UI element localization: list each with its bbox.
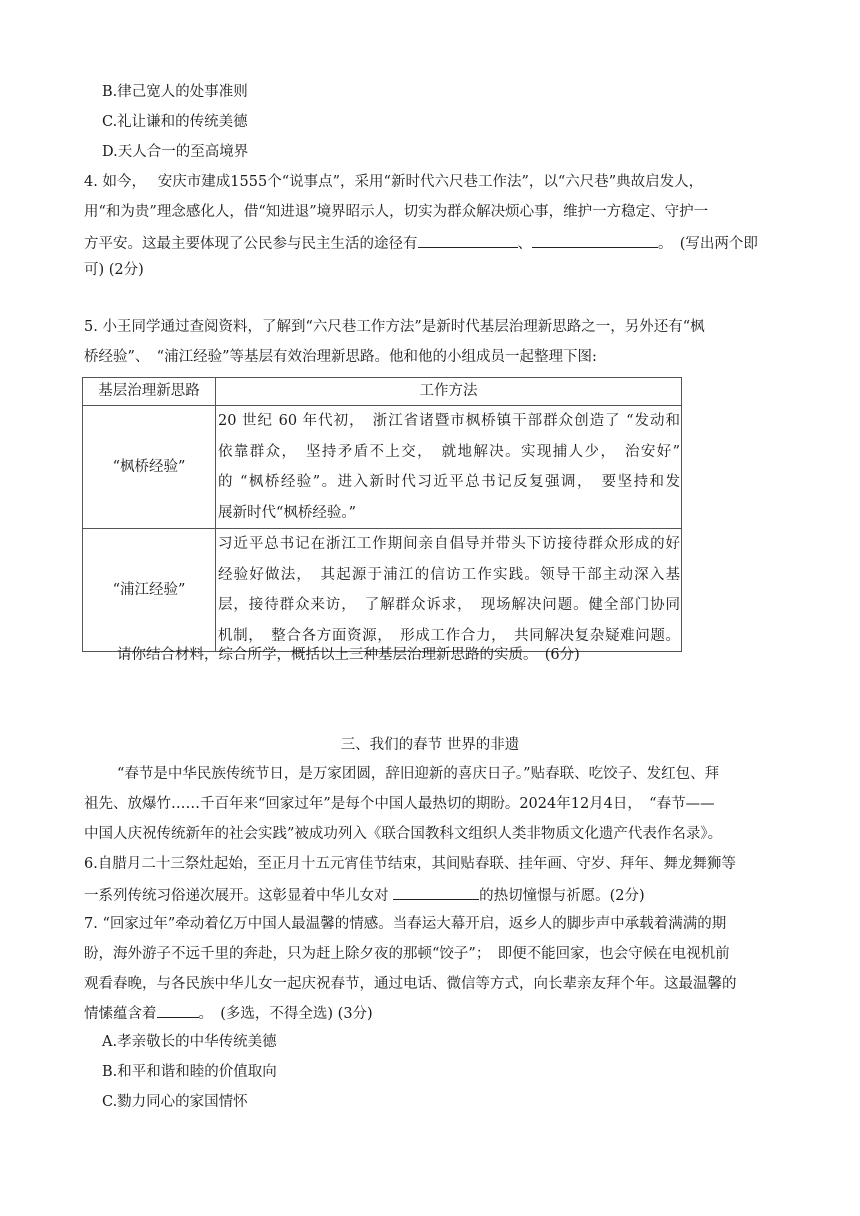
q7-line-2: 盼，海外游子不远千里的奔赴，只为赶上除夕夜的那顿“饺子”； 即便不能回家，也会守候在电视机前 (84, 946, 730, 962)
q7-line-4 (84, 1002, 373, 1024)
pujiang-line: 经验好做法， 其起源于浦江的信访工作实践。领导干部主动深入基 (218, 566, 680, 583)
pujiang-line: 层，接待群众来访， 了解群众诉求， 现场解决问题。健全部门协同 (218, 597, 680, 613)
governance-table (82, 377, 682, 652)
option-c: C.礼让谦和的传统美德 (102, 114, 248, 130)
q7-line-3: 观看春晚，与各民族中华儿女一起庆祝春节，通过电话、微信等方式，向长辈亲友拜个年。这最温馨的 (84, 976, 737, 992)
pujiang-line: 习近平总书记在浙江工作期间亲自倡导并带头下访接待群众形成的好 (218, 536, 680, 552)
section-intro-line-2: 祖先、放爆竹……千百年来“回家过年”是每个中国人最热切的期盼。2024年12月4日， “春节—— (84, 796, 715, 812)
q7-line-4-suffix: 。 (多选，不得全选) (3分) (198, 1006, 373, 1022)
table-header-method: 工作方法 (216, 378, 682, 406)
section-intro-line-1: “春节是中华民族传统节日，是万家团圆，辞旧迎新的喜庆日子。”贴春联、吃饺子、发红包、拜 (117, 766, 720, 782)
q4-line-3 (84, 232, 758, 254)
section-intro-line-3: 中国人庆祝传统新年的社会实践”被成功列入《联合国教科文组织人类非物质文化遗产代表作名录》。 (84, 826, 723, 842)
q6-line-2-suffix: 的热切憧憬与祈愿。(2分) (479, 888, 645, 904)
q6-line-2-text: 一系列传统习俗递次展开。这彰显着中华儿女对 (84, 888, 394, 904)
q6-line-1: 6.自腊月二十三祭灶起始，至正月十五元宵佳节结束，其间贴春联、挂年画、守岁、拜年、舞龙舞狮等 (84, 856, 736, 872)
option-b: B.律己宽人的处事准则 (102, 84, 248, 100)
q6-line-2 (84, 884, 645, 906)
fengqiao-line: 的 “枫桥经验”。进入新时代习近平总书记反复强调， 要坚持和发 (218, 474, 680, 490)
pujiang-line: 机制， 整合各方面资源， 形成工作合力， 共同解决复杂疑难问题。 (218, 627, 680, 644)
table-cell-fengqiao-method (216, 406, 682, 529)
q4-line-4: 可) (2分) (84, 262, 144, 278)
section-title: 三、我们的春节 世界的非遗 (340, 737, 520, 753)
q7-option-b: B.和平和谐和睦的价值取向 (102, 1064, 277, 1080)
option-d: D.天人合一的至高境界 (102, 144, 249, 160)
q5-line-2: 桥经验”、 “浦江经验”等基层有效治理新思路。他和他的小组成员一起整理下图: (84, 349, 597, 365)
table-header-approach: 基层治理新思路 (83, 378, 216, 406)
fengqiao-line: 依靠群众， 坚持矛盾不上交， 就地解决。实现捕人少， 治安好” (218, 443, 680, 460)
table-row (83, 529, 682, 652)
q4-line-3-suffix: 。 (写出两个即 (658, 236, 758, 252)
fengqiao-line: 展新时代“枫桥经验。” (218, 504, 357, 521)
table-cell-pujiang-name: “浦江经验” (83, 529, 216, 652)
q6-answer-blank[interactable] (393, 884, 479, 900)
q4-separator: 、 (517, 236, 532, 252)
q7-option-a: A.孝亲敬长的中华传统美德 (102, 1034, 277, 1050)
q4-line-3-text: 方平安。这最主要体现了公民参与民主生活的途径有 (84, 236, 418, 252)
q7-line-4-text: 情愫蕴含着 (84, 1006, 157, 1022)
fengqiao-line: 20 世纪 60 年代初， 浙江省诸暨市枫桥镇干部群众创造了 “发动和 (218, 413, 680, 429)
q4-line-1: 4. 如今， 安庆市建成1555个“说事点”，采用“新时代六尺巷工作法”，以“六尺巷”典故启发人， (84, 174, 704, 190)
table-cell-fengqiao-name: “枫桥经验” (83, 406, 216, 529)
q4-answer-blank-2[interactable] (532, 232, 658, 248)
q5-line-1: 5. 小王同学通过查阅资料，了解到“六尺巷工作方法”是新时代基层治理新思路之一，另外还有“枫 (84, 319, 705, 335)
table-row (83, 406, 682, 529)
table-cell-pujiang-method (216, 529, 682, 652)
q4-answer-blank-1[interactable] (418, 232, 518, 248)
q7-option-c: C.勠力同心的家国情怀 (102, 1094, 248, 1110)
q7-line-1: 7. “回家过年”牵动着亿万中国人最温馨的情感。当春运大幕开启，返乡人的脚步声中承载着满满的期 (84, 916, 727, 932)
table-header-row (83, 378, 682, 406)
q4-line-2: 用“和为贵”理念感化人，借“知进退”境界昭示人，切实为群众解决烦心事，维护一方稳定、守护一 (84, 204, 709, 220)
q7-answer-blank[interactable] (157, 1002, 199, 1018)
q5-prompt: 请你结合材料，综合所学，概括以上三种基层治理新思路的实质。 (6分) (117, 647, 580, 663)
